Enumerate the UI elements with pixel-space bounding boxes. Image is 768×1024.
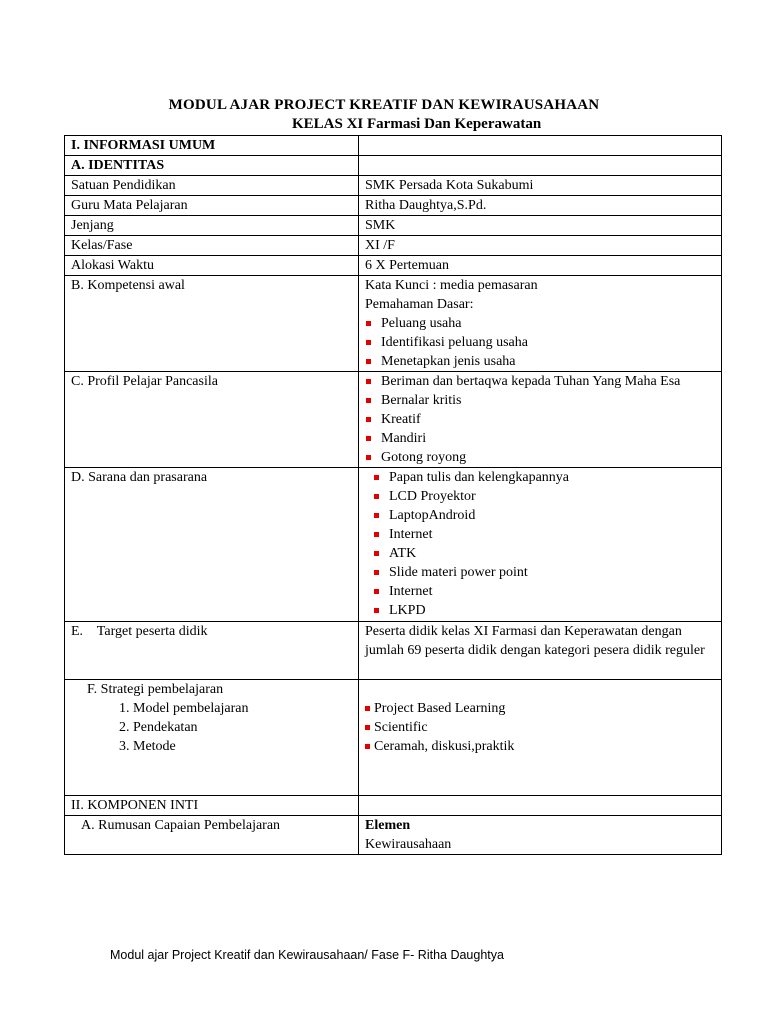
- sarana-row: [65, 468, 722, 622]
- table-row: [65, 176, 722, 196]
- strategi-row: [65, 680, 722, 796]
- list-item: Peluang usaha: [365, 314, 715, 333]
- document-title: MODUL AJAR PROJECT KREATIF DAN KEWIRAUSAHAAN: [168, 97, 600, 113]
- elemen-heading: Elemen: [365, 818, 411, 833]
- list-item: LaptopAndroid: [365, 506, 715, 525]
- row-value: XI /F: [359, 236, 722, 256]
- list-item: Kreatif: [365, 410, 715, 429]
- section-komponen-inti: II. KOMPONEN INTI: [65, 796, 359, 816]
- kompetensi-list: [365, 314, 715, 371]
- row-value: SMK Persada Kota Sukabumi: [359, 176, 722, 196]
- table-row: [65, 196, 722, 216]
- table-row: [65, 216, 722, 236]
- kata-kunci: Kata Kunci : media pemasaran: [365, 278, 538, 293]
- row-value: 6 X Pertemuan: [359, 256, 722, 276]
- row-label: Alokasi Waktu: [65, 256, 359, 276]
- list-item: Menetapkan jenis usaha: [365, 352, 715, 371]
- capaian-row: [65, 816, 722, 855]
- identitas-heading: A. IDENTITAS: [65, 156, 359, 176]
- profil-list: [365, 372, 715, 467]
- table-row: [65, 256, 722, 276]
- capaian-label: A. Rumusan Capaian Pembelajaran: [65, 816, 359, 855]
- section-informasi-umum-row: [65, 136, 722, 156]
- kompetensi-label: B. Kompetensi awal: [65, 276, 359, 372]
- document-subtitle: KELAS XI Farmasi Dan Keperawatan: [292, 116, 542, 132]
- list-item: Slide materi power point: [365, 563, 715, 582]
- list-item: Internet: [365, 582, 715, 601]
- row-label: Jenjang: [65, 216, 359, 236]
- list-item: Gotong royong: [365, 448, 715, 467]
- row-label: Guru Mata Pelajaran: [65, 196, 359, 216]
- section-informasi-umum: I. INFORMASI UMUM: [65, 136, 359, 156]
- pemahaman-dasar: Pemahaman Dasar:: [365, 297, 474, 312]
- list-item: Ceramah, diskusi,praktik: [365, 737, 715, 756]
- kompetensi-row: [65, 276, 722, 372]
- sarana-label: D. Sarana dan prasarana: [65, 468, 359, 622]
- strategi-list: [365, 699, 715, 756]
- page-footer: Modul ajar Project Kreatif dan Kewirausahaan/ Fase F- Ritha Daughtya: [110, 948, 504, 962]
- list-item: Beriman dan bertaqwa kepada Tuhan Yang Maha Esa: [365, 372, 715, 391]
- module-table: [64, 135, 722, 855]
- elemen-value: Kewirausahaan: [365, 837, 452, 852]
- sarana-list: [365, 468, 715, 620]
- list-item: Papan tulis dan kelengkapannya: [365, 468, 715, 487]
- row-label: Satuan Pendidikan: [65, 176, 359, 196]
- table-row: [65, 236, 722, 256]
- profil-row: [65, 372, 722, 468]
- identitas-heading-row: [65, 156, 722, 176]
- row-value: SMK: [359, 216, 722, 236]
- row-label: Kelas/Fase: [65, 236, 359, 256]
- profil-label: C. Profil Pelajar Pancasila: [65, 372, 359, 468]
- strategi-sub-pendekatan: 2. Pendekatan: [119, 720, 198, 735]
- strategi-label: F. Strategi pembelajaran: [87, 682, 224, 697]
- list-item: Project Based Learning: [365, 699, 715, 718]
- list-item: Identifikasi peluang usaha: [365, 333, 715, 352]
- list-item: Bernalar kritis: [365, 391, 715, 410]
- list-item: Scientific: [365, 718, 715, 737]
- list-item: Mandiri: [365, 429, 715, 448]
- target-label: E. Target peserta didik: [65, 622, 359, 680]
- list-item: ATK: [365, 544, 715, 563]
- strategi-sub-metode: 3. Metode: [119, 739, 176, 754]
- target-text: Peserta didik kelas XI Farmasi dan Keperawatan dengan jumlah 69 peserta didik dengan kategori pesera didik reguler: [359, 622, 722, 680]
- row-value: Ritha Daughtya,S.Pd.: [359, 196, 722, 216]
- list-item: LKPD: [365, 601, 715, 620]
- section-komponen-inti-row: [65, 796, 722, 816]
- list-item: LCD Proyektor: [365, 487, 715, 506]
- list-item: Internet: [365, 525, 715, 544]
- target-row: [65, 622, 722, 680]
- strategi-sub-model: 1. Model pembelajaran: [119, 701, 249, 716]
